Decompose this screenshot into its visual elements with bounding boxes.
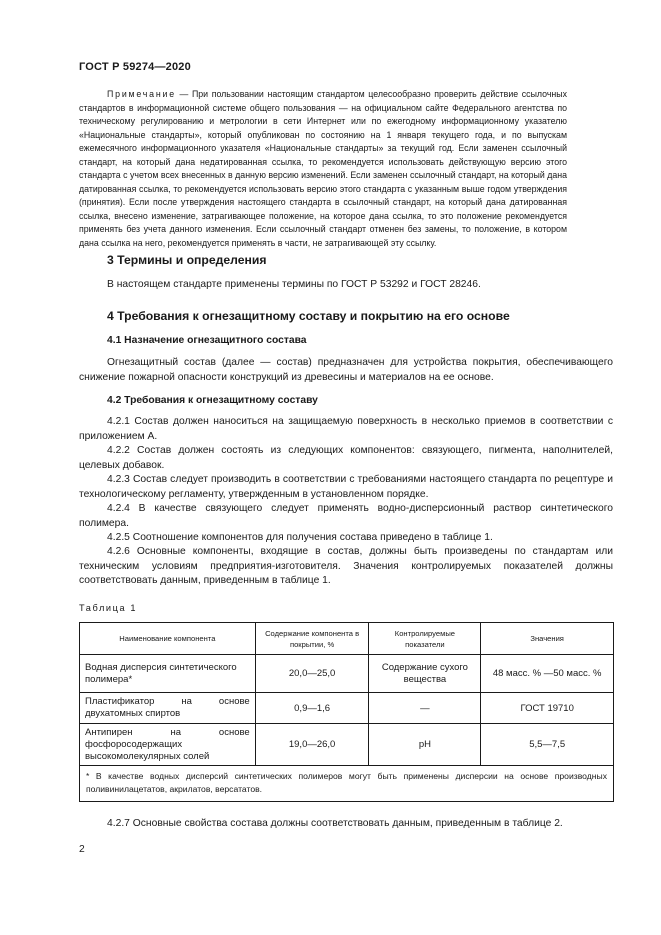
clause-4-2-3 bbox=[79, 473, 613, 502]
table-footnote: * В качестве водных дисперсий синтетических полимеров могут быть применены дисперсии на основе производных поливинилацетатов, акрилатов, версататов. bbox=[80, 766, 614, 802]
clause-4-2-7 bbox=[79, 817, 613, 832]
table-row bbox=[80, 724, 614, 766]
section-3-title: 3 Термины и определения bbox=[107, 253, 267, 267]
table-cell: Пластификатор на основе двухатомных спиртов bbox=[80, 693, 256, 724]
table-1-caption: Таблица 1 bbox=[79, 603, 138, 613]
table-cell: pH bbox=[369, 724, 481, 766]
table-1 bbox=[79, 622, 614, 802]
table-cell: 0,9—1,6 bbox=[255, 693, 369, 724]
standard-header: ГОСТ Р 59274—2020 bbox=[79, 61, 191, 73]
clause-4-2-4-text: 4.2.4 В качестве связующего следует применять водно-дисперсионный раствор синтетического полимера. bbox=[79, 503, 613, 529]
table-header-indicators: Контролируемые показатели bbox=[369, 623, 481, 655]
clause-4-2-5-text: 4.2.5 Соотношение компонентов для получения состава приведено в таблице 1. bbox=[107, 532, 493, 543]
subsection-4-1-text-content: Огнезащитный состав (далее — состав) предназначен для устройства покрытия, обеспечивающего снижение пожарной опасности конструкций из древесины и материалов на ее основе. bbox=[79, 357, 613, 383]
clause-4-2-1 bbox=[79, 415, 613, 444]
table-header-row bbox=[80, 623, 614, 655]
table-cell: — bbox=[369, 693, 481, 724]
table-header-content: Содержание компонента в покрытии, % bbox=[255, 623, 369, 655]
table-footnote-row bbox=[80, 766, 614, 802]
table-header-values: Значения bbox=[481, 623, 614, 655]
clause-4-2-6 bbox=[79, 545, 613, 589]
table-cell: 5,5—7,5 bbox=[481, 724, 614, 766]
section-4-title: 4 Требования к огнезащитному составу и покрытию на его основе bbox=[107, 309, 510, 323]
table-cell: 48 масс. % —50 масс. % bbox=[481, 655, 614, 693]
section-3-text bbox=[79, 278, 613, 293]
note-text: — При пользовании настоящим стандартом целесообразно проверить действие ссылочных стандартов в информационной системе общего пользования — на официальном сайте Федерального агентства по техническому регулированию и метрологии в сети Интернет или по ежегодному информационному указателю «Национальные стандарты», который опубликован по состоянию на 1 января текущего года, и по выпускам ежемесячного информационного указателя «Национальные стандарты» за текущий год. Если заменен ссылочный стандарт, на который дана недатированная ссылка, то рекомендуется использовать действующую версию этого стандарта с учетом всех внесенных в данную версию изменений. Если заменен ссылочный стандарт, на который дана датированная ссылка, то рекомендуется использовать версию этого стандарта с указанным выше годом утверждения (принятия). Если после утверждения настоящего стандарта в ссылочный стандарт, на который дана датированная ссылка, внесено изменение, затрагивающее положение, на которое дана ссылка, то это положение рекомендуется применять без учета данного изменения. Если ссылочный стандарт отменен без замены, то положение, в котором дана ссылка на него, рекомендуется применять в части, не затрагивающей эту ссылку. bbox=[79, 89, 567, 249]
clause-4-2-6-text: 4.2.6 Основные компоненты, входящие в состав, должны быть произведены по стандартам или техническим условиям предприятия-изготовителя. Значения контролируемых показателей должны соответствовать данным, приведенным в таблице 1. bbox=[79, 546, 613, 587]
table-row bbox=[80, 693, 614, 724]
clause-4-2-2 bbox=[79, 444, 613, 473]
table-cell: ГОСТ 19710 bbox=[481, 693, 614, 724]
page-number: 2 bbox=[79, 844, 85, 855]
clause-4-2-5 bbox=[79, 531, 613, 546]
note-paragraph bbox=[79, 88, 567, 251]
table-header-component: Наименование компонента bbox=[80, 623, 256, 655]
section-3-text-content: В настоящем стандарте применены термины по ГОСТ Р 53292 и ГОСТ 28246. bbox=[107, 279, 481, 290]
clause-4-2-3-text: 4.2.3 Состав следует производить в соответствии с требованиями настоящего стандарта по рецептуре и технологическому регламенту, утвержденным в установленном порядке. bbox=[79, 474, 613, 500]
table-cell: Водная дисперсия синтетического полимера* bbox=[80, 655, 256, 693]
note-label: Примечание bbox=[107, 89, 176, 99]
clause-4-2-7-text: 4.2.7 Основные свойства состава должны соответствовать данным, приведенным в таблице 2. bbox=[107, 818, 563, 829]
table-cell: 19,0—26,0 bbox=[255, 724, 369, 766]
subsection-4-1-text bbox=[79, 356, 613, 385]
table-cell: Содержание сухого вещества bbox=[369, 655, 481, 693]
subsection-4-1-title: 4.1 Назначение огнезащитного состава bbox=[107, 335, 307, 346]
clause-4-2-1-text: 4.2.1 Состав должен наноситься на защищаемую поверхность в несколько приемов в соответствии с приложением А. bbox=[79, 416, 613, 442]
table-cell: Антипирен на основе фосфоросодержащих высокомолекулярных солей bbox=[80, 724, 256, 766]
clause-4-2-2-text: 4.2.2 Состав должен состоять из следующих компонентов: связующего, пигмента, наполнителей, целевых добавок. bbox=[79, 445, 613, 471]
clause-4-2-4 bbox=[79, 502, 613, 531]
table-cell: 20,0—25,0 bbox=[255, 655, 369, 693]
table-row bbox=[80, 655, 614, 693]
subsection-4-2-title: 4.2 Требования к огнезащитному составу bbox=[107, 395, 318, 406]
